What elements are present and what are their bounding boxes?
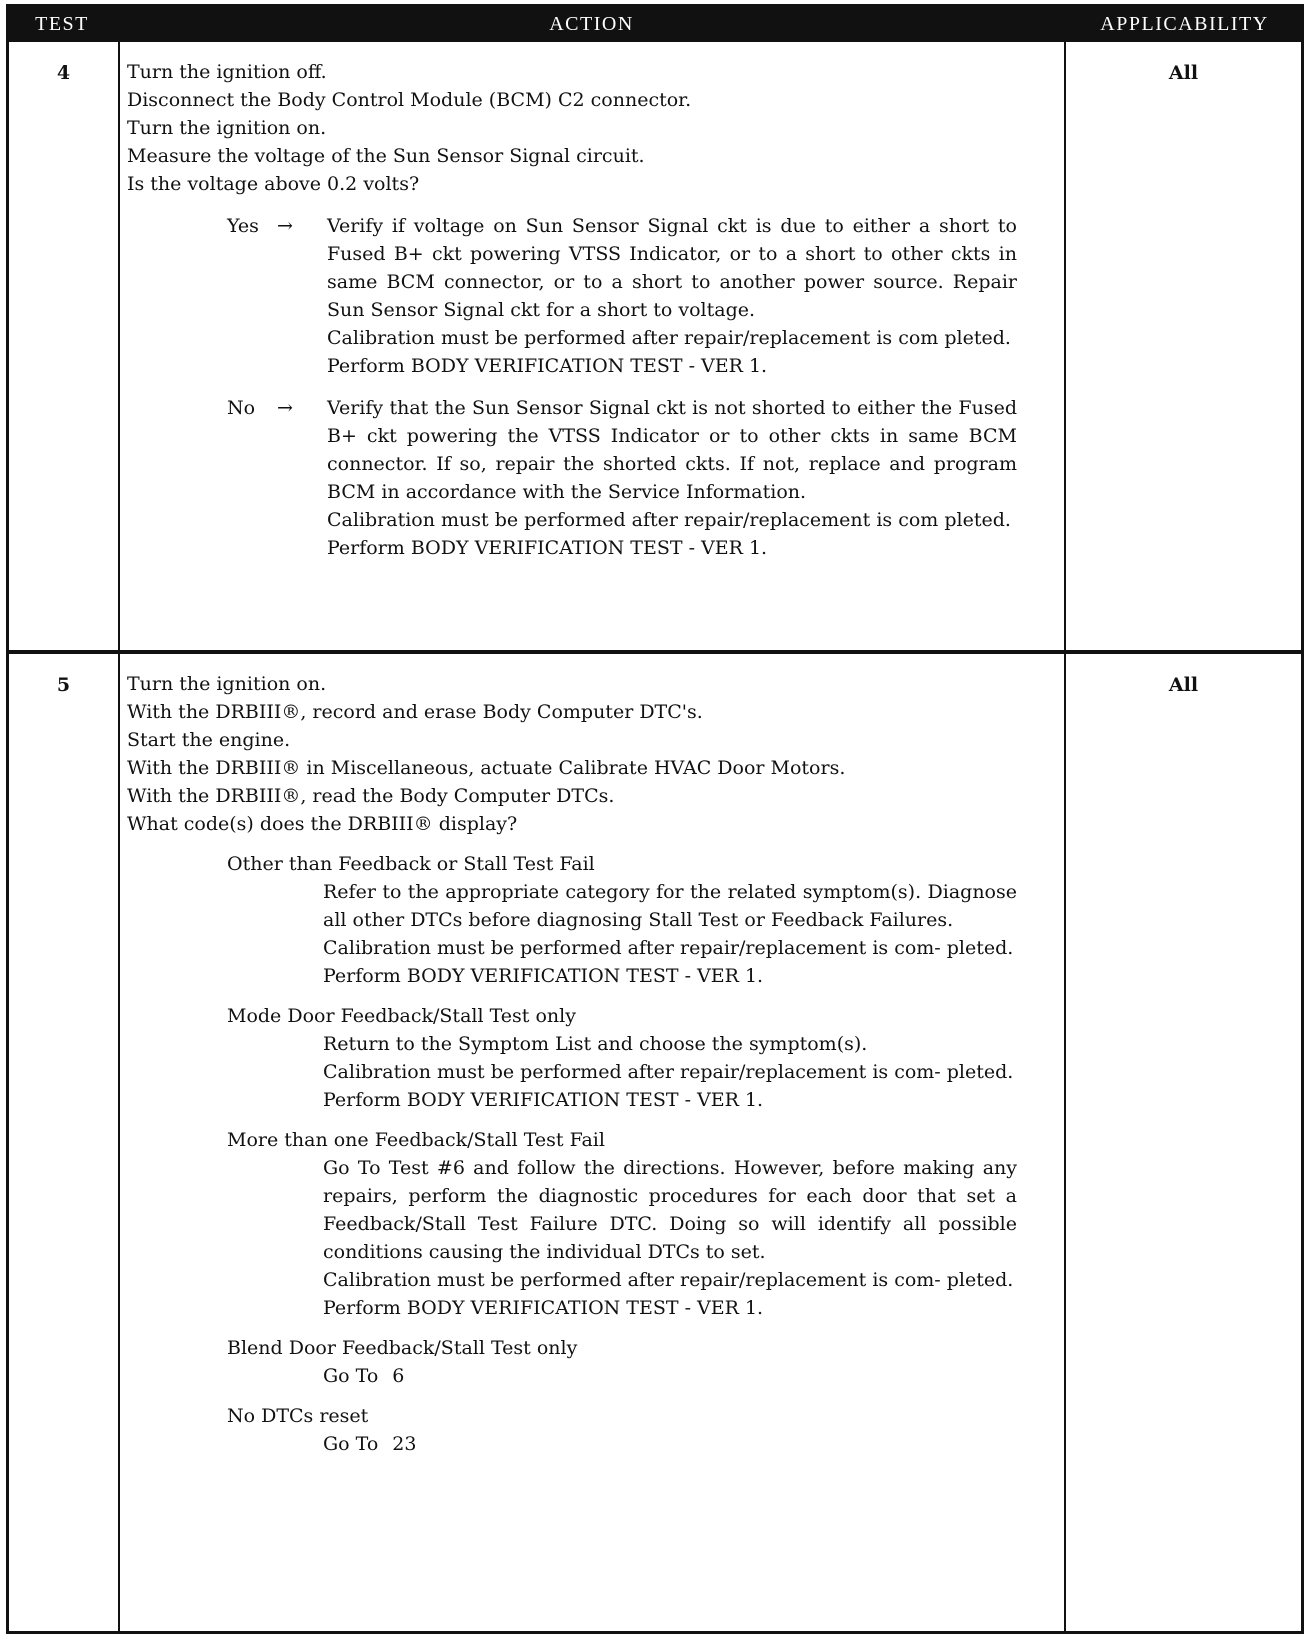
option-instructions: [323, 878, 1017, 990]
applicability-value: All: [1168, 62, 1199, 84]
no-instructions: [327, 394, 1017, 562]
option-title: Blend Door Feedback/Stall Test only: [227, 1337, 578, 1359]
no-calibration-note: Calibration must be performed after repair/replacement is com pleted.: [327, 509, 1011, 531]
option-line: Calibration must be performed after repair/replacement is com- pleted.: [323, 937, 1014, 959]
action-step: Start the engine.: [127, 729, 291, 751]
option-line: Calibration must be performed after repair/replacement is com- pleted.: [323, 1269, 1014, 1291]
goto-label: Go To: [323, 1365, 379, 1387]
column-divider: [118, 42, 120, 650]
option-line: Calibration must be performed after repair/replacement is com- pleted.: [323, 1061, 1014, 1083]
goto-instruction: [323, 1430, 1017, 1458]
yes-instructions: [327, 212, 1017, 380]
action-step: Turn the ignition on.: [127, 117, 327, 139]
action-question: Is the voltage above 0.2 volts?: [127, 173, 420, 195]
option-line: Go To Test #6 and follow the directions. However, before making any repairs, perform the diagnostic procedures for each door that set a Feedback/Stall Test Failure DTC. Doing so will identify all possible conditions causing the individual DTCs to set.: [323, 1157, 1017, 1263]
test-number: 4: [56, 62, 71, 84]
option-title: Other than Feedback or Stall Test Fail: [227, 853, 595, 875]
test-number: 5: [56, 674, 71, 696]
no-branch: [127, 394, 1057, 562]
table-row-test-5: [6, 654, 1304, 1634]
goto-test-number: 23: [392, 1433, 417, 1455]
yes-calibration-note: Calibration must be performed after repair/replacement is com pleted.: [327, 327, 1011, 349]
action-step: With the DRBIII®, read the Body Computer DTCs.: [127, 785, 615, 807]
result-option: [127, 1334, 1057, 1390]
action-step: Turn the ignition on.: [127, 673, 327, 695]
yes-label: Yes: [227, 215, 259, 237]
option-instructions: [323, 1030, 1017, 1114]
goto-label: Go To: [323, 1433, 379, 1455]
result-option: [127, 1126, 1057, 1322]
yes-perform-test: Perform BODY VERIFICATION TEST - VER 1.: [327, 355, 768, 377]
option-line: Return to the Symptom List and choose the symptom(s).: [323, 1033, 868, 1055]
applicability-value: All: [1168, 674, 1199, 696]
no-repair-text: Verify that the Sun Sensor Signal ckt is not shorted to either the Fused B+ ckt powering the VTSS Indicator or to other ckts in same BCM connector. If so, repair the shorted ckts. If not, replace and program BCM in accordance with the Service Information.: [327, 397, 1017, 503]
option-instructions: [323, 1154, 1017, 1322]
goto-test-number: 6: [392, 1365, 405, 1387]
goto-instruction: [323, 1362, 1017, 1390]
no-perform-test: Perform BODY VERIFICATION TEST - VER 1.: [327, 537, 768, 559]
option-line: Refer to the appropriate category for the related symptom(s). Diagnose all other DTCs before diagnosing Stall Test or Feedback Failures.: [323, 881, 1017, 931]
option-title: Mode Door Feedback/Stall Test only: [227, 1005, 576, 1027]
action-step: With the DRBIII®, record and erase Body Computer DTC's.: [127, 701, 703, 723]
yes-branch: [127, 212, 1057, 380]
result-option: [127, 1002, 1057, 1114]
action-step: Disconnect the Body Control Module (BCM) C2 connector.: [127, 89, 692, 111]
result-option: [127, 1402, 1057, 1458]
action-step: Measure the voltage of the Sun Sensor Signal circuit.: [127, 145, 645, 167]
action-question: What code(s) does the DRBIII® display?: [127, 813, 518, 835]
no-label: No: [227, 397, 256, 419]
column-divider: [1064, 654, 1066, 1631]
option-line: Perform BODY VERIFICATION TEST - VER 1.: [323, 1297, 764, 1319]
action-step: With the DRBIII® in Miscellaneous, actuate Calibrate HVAC Door Motors.: [127, 757, 846, 779]
table-row-test-4: [6, 42, 1304, 654]
action-step: Turn the ignition off.: [127, 61, 327, 83]
option-line: Perform BODY VERIFICATION TEST - VER 1.: [323, 965, 764, 987]
header-action: ACTION: [118, 4, 1065, 42]
yes-repair-text: Verify if voltage on Sun Sensor Signal ckt is due to either a short to Fused B+ ckt powering VTSS Indicator, or to a short to other ckts in same BCM connector, or to a short to another power source. Repair Sun Sensor Signal ckt for a short to voltage.: [327, 215, 1017, 321]
right-arrow-icon: →: [277, 397, 293, 419]
column-divider: [118, 654, 120, 1631]
right-arrow-icon: →: [277, 215, 293, 237]
option-title: No DTCs reset: [227, 1405, 369, 1427]
header-applicability: APPLICABILITY: [1065, 4, 1304, 42]
option-line: Perform BODY VERIFICATION TEST - VER 1.: [323, 1089, 764, 1111]
column-divider: [1064, 42, 1066, 650]
action-cell: [127, 670, 1057, 1458]
action-cell: [127, 58, 1057, 562]
option-title: More than one Feedback/Stall Test Fail: [227, 1129, 605, 1151]
diagnostic-test-table: [6, 4, 1304, 1634]
header-test: TEST: [6, 4, 118, 42]
result-option: [127, 850, 1057, 990]
